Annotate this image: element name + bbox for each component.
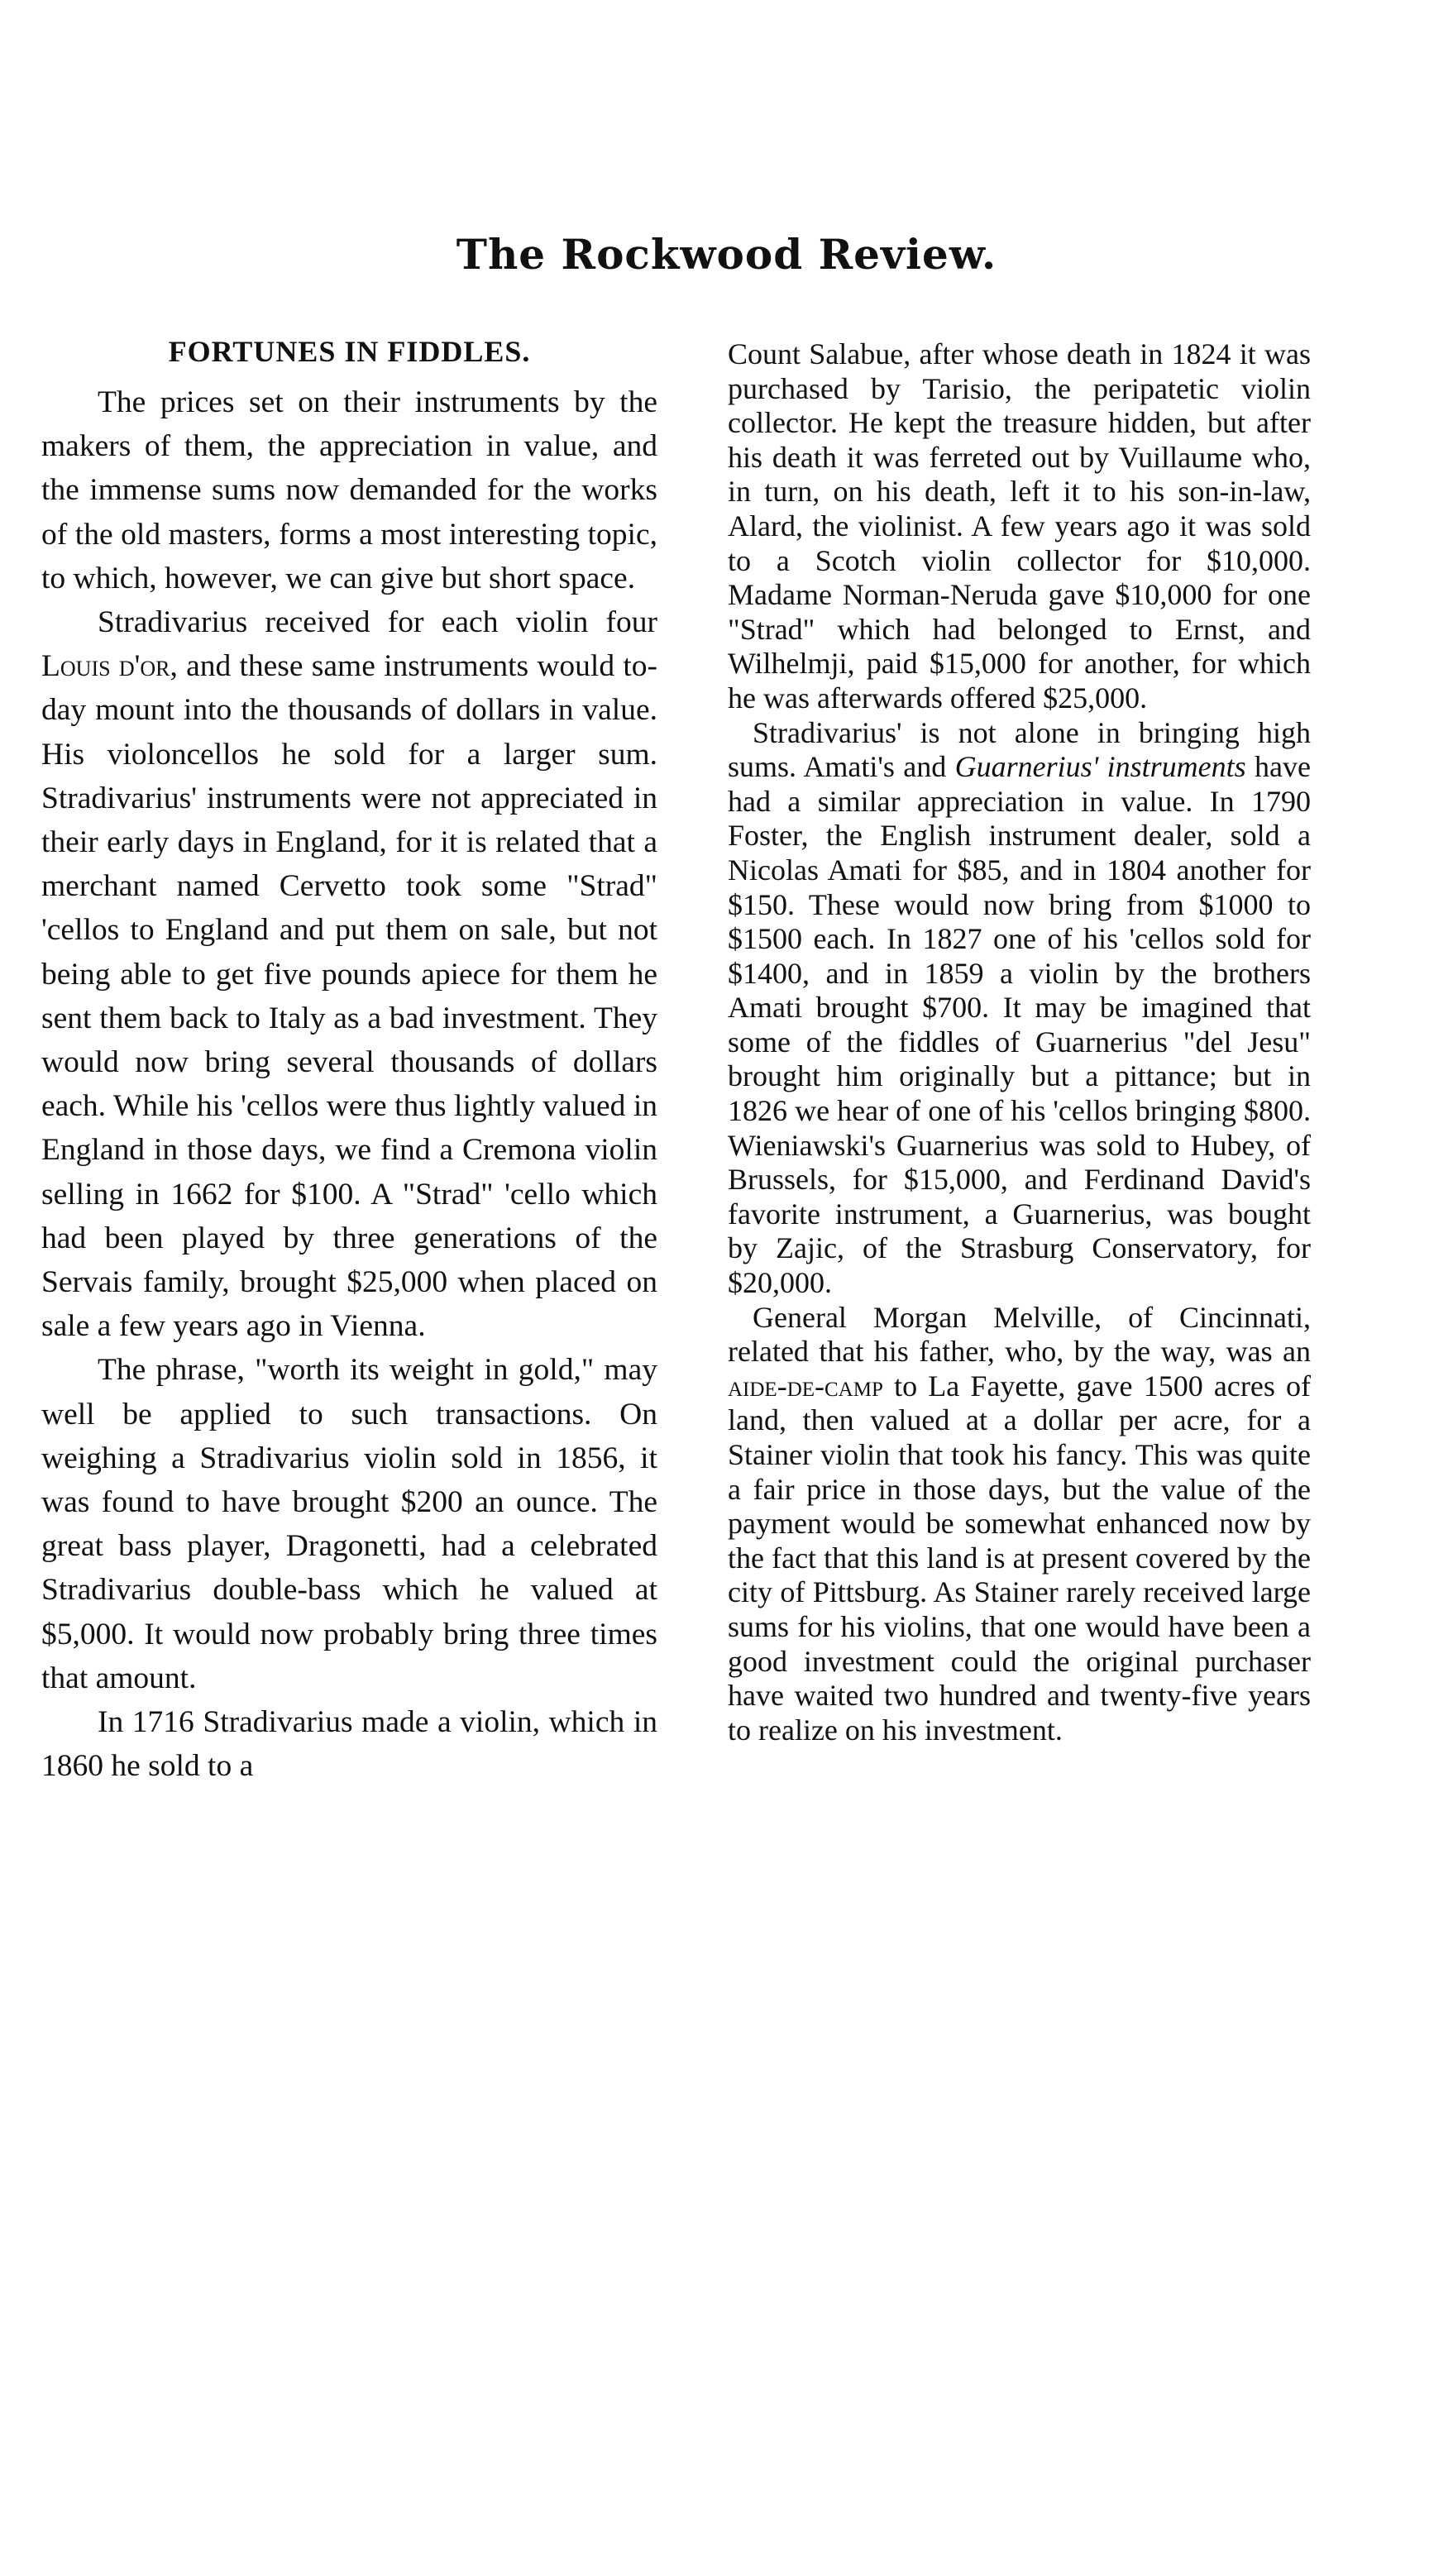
paragraph <box>728 1301 1311 1748</box>
article-title: FORTUNES IN FIDDLES. <box>168 335 531 368</box>
paragraph: The phrase, "worth its weight in gold," may well be applied to such transactions. On weighing a Stradivarius violin sold in 1856, it was found to have brought $200 an ounce. The great bass player, Dragonetti, had a celebrated Stradivarius double-bass which he valued at $5,000. It would now probably bring three times that amount. <box>41 1353 657 1695</box>
text-segment: , and these same instruments would to-day mount into the thousands of dollars in value. His violoncellos he sold for a larger sum. Stradivarius' instruments were not appreciated in their early days in England, for it is related that a merchant named Cervetto took some "Strad" 'cellos to England and put them on sale, but not being able to get five pounds apiece for them he sent them back to Italy as a bad investment. They would now bring several thousands of dollars each. While his 'cellos were thus lightly valued in England in those days, we find a Cremona violin selling in 1662 for $100. A "Strad" 'cello which had been played by three generations of the Servais family, brought $25,000 when placed on sale a few years ago in Vienna. <box>41 649 657 1344</box>
paragraph <box>728 716 1311 1301</box>
small-caps-text: aide-de-camp <box>728 1369 883 1403</box>
text-segment: Stradivarius received for each violin four <box>98 605 657 640</box>
left-column <box>41 331 657 1789</box>
paragraph: The prices set on their instruments by the makers of them, the appreciation in value, and the immense sums now demanded for the works of the old masters, forms a most interesting topic, to which, however, we can give but short space. <box>41 385 657 595</box>
text-segment: have had a similar appreciation in value. In 1790 Foster, the English instrument dealer, sold a Nicolas Amati for $85, and in 1804 another for $150. These would now bring from $1000 to $1500 each. In 1827 one of his 'cellos sold for $1400, and in 1859 a violin by the brothers Amati brought $700. It may be imagined that some of the fiddles of Guarnerius "del Jesu" brought him originally but a pittance; but in 1826 we hear of one of his 'cellos bringing $800. Wieniawski's Guarnerius was sold to Hubey, of Brussels, for $15,000, and Ferdinand David's favorite instrument, a Guarnerius, was bought by Zajic, of the Strasburg Conservatory, for $20,000. <box>728 750 1312 1300</box>
text-segment: General Morgan Melville, of Cincinnati, related that his father, who, by the way, was an <box>728 1300 1311 1369</box>
paragraph: In 1716 Stradivarius made a violin, which in 1860 he sold to a <box>41 1705 657 1784</box>
small-caps-text: Louis d'or <box>41 649 170 684</box>
paragraph <box>41 600 657 1348</box>
text-segment: to La Fayette, gave 1500 acres of land, then valued at a dollar per acre, for a Stainer violin that took his fancy. This was quite a fair price in those days, but the value of the payment would be somewhat enhanced now by the fact that this land is at present covered by the city of Pittsburg. As Stainer rarely received large sums for his violins, that one would have been a good investment could the original purchaser have waited two hundred and twenty-five years to realize on his investment. <box>728 1369 1311 1747</box>
italic-text: Guarnerius' instruments <box>954 750 1246 784</box>
right-column <box>728 337 1311 1747</box>
text-segment: Stradivarius' is not alone in bringing high sums. Amati's and <box>728 715 1311 784</box>
paragraph: Count Salabue, after whose death in 1824 it was purchased by Tarisio, the peripatetic violin collector. He kept the treasure hidden, but after his death it was ferreted out by Vuillaume who, in turn, on his death, left it to his son-in-law, Alard, the violinist. A few years ago it was sold to a Scotch violin collector for $10,000. Madame Norman-Neruda gave $10,000 for one "Strad" which had belonged to Ernst, and Wilhelmji, paid $15,000 for another, for which he was afterwards offered $25,000. <box>728 337 1311 714</box>
page-header: The Rockwood Review. <box>456 230 997 279</box>
